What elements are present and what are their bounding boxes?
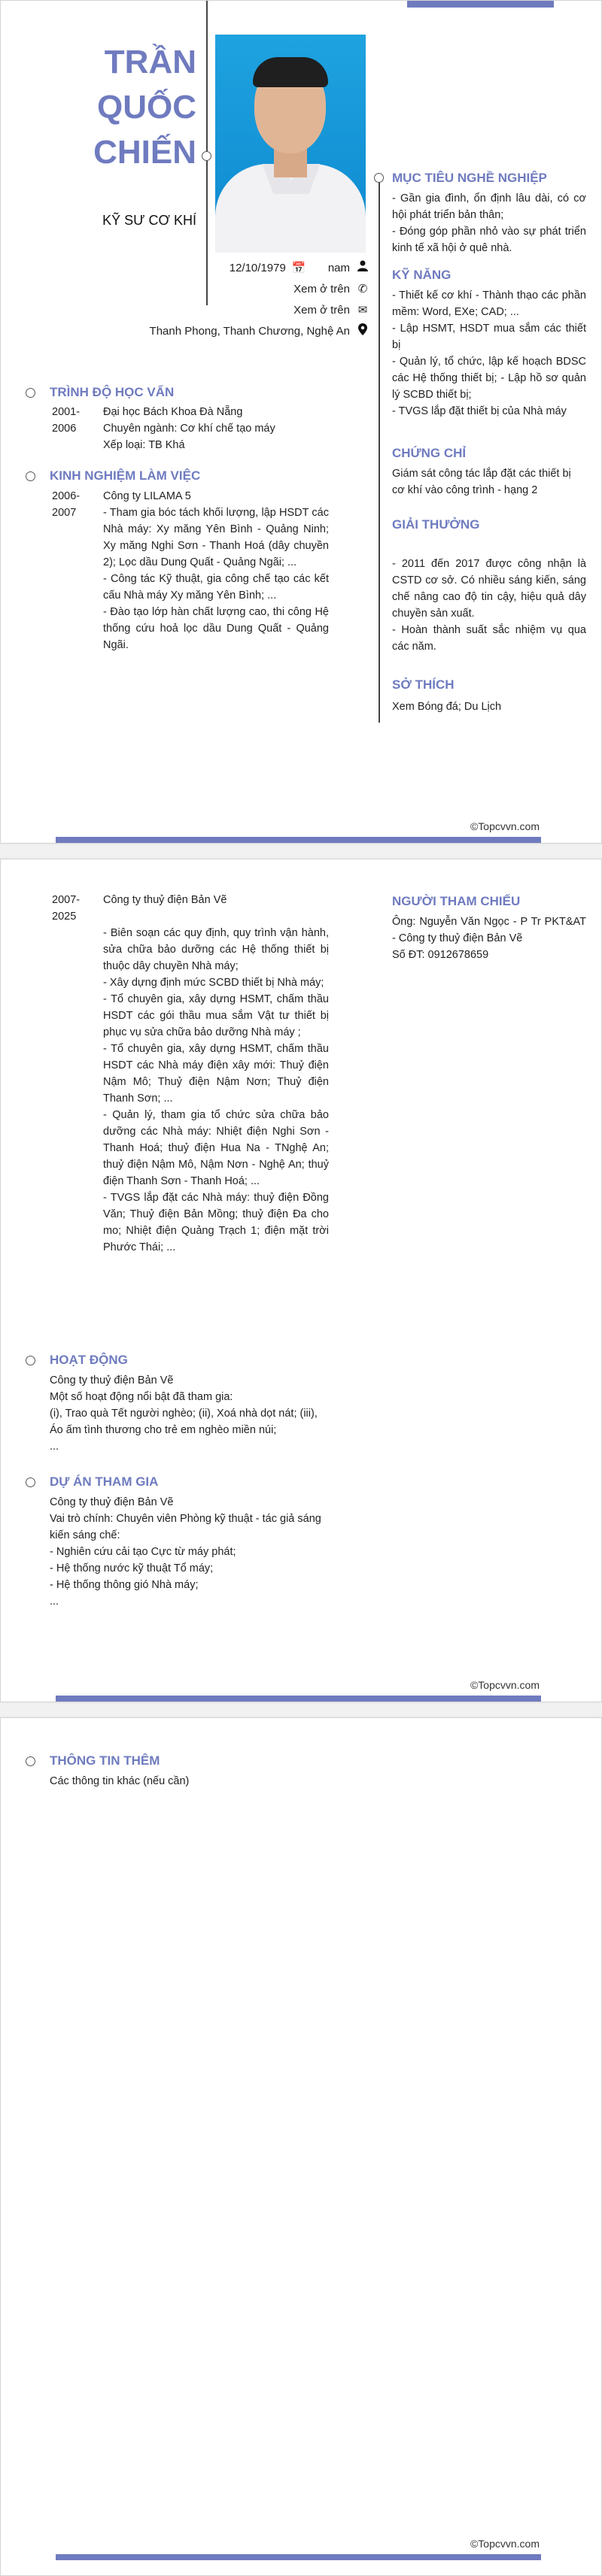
references-title: NGƯỜI THAM CHIẾU — [392, 894, 521, 908]
calendar-icon: 📅 — [291, 262, 306, 274]
experience-text: Công ty LILAMA 5 - Tham gia bóc tách khối lượng, lập HSDT các Nhà máy: Xy măng Yên Bình - Quảng Ninh; Xy măng Nghi Sơn - Thanh Hoá (dây chuyền 2); Lọc dầu Dung Quất - Quảng Ngãi; ... - Công tác Kỹ thuật, gia công chế tạo các kết cấu Nhà máy Xy măng Yên Bình; ... - Đào tạo lớp hàn chất lượng cao, thi công Hệ thống cứu hoả lọc dầu Dung Quất - Quảng Ngãi. — [103, 490, 329, 651]
right-column-line — [379, 174, 380, 723]
certificates-title: CHỨNG CHỈ — [392, 446, 467, 460]
envelope-icon: ✉ — [357, 304, 368, 317]
education-title: TRÌNH ĐỘ HỌC VẤN — [50, 385, 175, 399]
contact-phone — [144, 281, 369, 298]
activities-text: Công ty thuỷ điện Bản Vẽ Một số hoạt động nổi bật đã tham gia: (i), Trao quà Tết người nghèo; (ii), Xoá nhà dọt nát; (iii), Áo ấm tình thương cho trẻ em nghèo miền núi; ... — [50, 1374, 318, 1453]
footer-brand: ©Topcvvn.com — [470, 1679, 540, 1691]
education-entry — [52, 404, 329, 453]
cv-page-3 — [0, 1717, 602, 2576]
experience-entry — [52, 488, 329, 653]
education-text: Đại học Bách Khoa Đà Nẵng Chuyên ngành: Cơ khí chế tạo máy Xếp loại: TB Khá — [103, 406, 275, 451]
timeline-dot — [26, 471, 35, 481]
name-line: TRẦN — [104, 44, 196, 80]
projects-title: DỰ ÁN THAM GIA — [50, 1474, 159, 1489]
top-accent-bar — [407, 1, 554, 8]
awards-text: - 2011 đến 2017 được công nhận là CSTD cơ sở. Có nhiều sáng kiến, sáng chế nâng cao độ tin cậy, hiệu quả dây chuyền sản xuất. - Hoàn thành suất sắc nhiệm vụ qua các năm. — [392, 558, 586, 653]
phone-text[interactable]: Xem ở trên — [293, 283, 350, 295]
profile-photo — [215, 35, 366, 253]
footer-brand: ©Topcvvn.com — [470, 820, 540, 832]
additional-title: THÔNG TIN THÊM — [50, 1753, 160, 1768]
candidate-name — [68, 40, 196, 175]
footer-accent-bar — [56, 2554, 541, 2560]
awards-title: GIẢI THƯỞNG — [392, 517, 480, 532]
objective-title: MỤC TIÊU NGHỀ NGHIỆP — [392, 171, 547, 185]
experience-content — [103, 892, 329, 1256]
footer-brand: ©Topcvvn.com — [470, 2538, 540, 2550]
timeline-dot — [26, 1756, 35, 1766]
certificates-text: Giám sát công tác lắp đặt các thiết bị cơ khí vào công trình - hạng 2 — [392, 468, 571, 496]
hobbies-title: SỞ THÍCH — [392, 677, 455, 692]
cv-page-2 — [0, 859, 602, 1702]
location-pin-icon — [356, 323, 369, 341]
experience-date: 2007- 2025 — [52, 894, 81, 923]
skills-title: KỸ NĂNG — [392, 268, 451, 282]
contact-address — [144, 323, 369, 341]
address-text: Thanh Phong, Thanh Chương, Nghệ An — [149, 325, 350, 338]
person-icon — [356, 260, 369, 277]
experience-title: KINH NGHIỆM LÀM VIỆC — [50, 468, 201, 483]
experience-text: - Biên soạn các quy định, quy trình vận hành, sửa chữa bảo dưỡng các Hệ thống thiết bị thuộc dây chuyền Nhà máy; - Xây dựng định mức SCBD thiết bị Nhà máy; - Tổ chuyên gia, xây dựng HSMT, chấm thầu HSDT các gói thầu mua sắm Vật tư thiết bị phục vụ sửa chữa bảo dưỡng Nhà máy ; - Tổ chuyên gia, xây dựng HSMT, chấm thầu HSDT các Nhà máy điện xây mới: Thuỷ điện Nậm Mô; Thuỷ điện Nậm Nơn; Thuỷ điện Thanh Sơn; ... - Quản lý, tham gia tổ chức sửa chữa bảo dưỡng các Nhà máy: Nhiệt điện Nghi Sơn - Thanh Hoá; thuỷ điện Hua Na - TNghệ An; thuỷ điện Nậm Mô, Nậm Nơn - Nghệ An; thuỷ điện Thanh Sơn - Thanh Hoá; ... - TVGS lắp đặt các Nhà máy: thuỷ điện Đồng Văn; Thuỷ điện Bản Mồng; thuỷ điện Đa cho mo; Nhiệt điện Quảng Trạch 1; điện mặt trời Phước Thái; ... — [103, 927, 329, 1253]
timeline-dot — [26, 388, 35, 398]
projects-text: Công ty thuỷ điện Bản Vẽ Vai trò chính: Chuyên viên Phòng kỹ thuật - tác giả sáng kiến sáng chế: - Nghiên cứu cải tạo Cực từ máy phát; - Hệ thống nước kỹ thuật Tổ máy; - Hệ thống thông gió Nhà máy; ... — [50, 1496, 321, 1608]
objective-text: - Gần gia đình, ổn định lâu dài, có cơ hội phát triển bản thân; - Đóng góp phần nhỏ vào sự phát triển kinh tế xã hội ở quê nhà. — [392, 192, 586, 254]
phone-icon: ✆ — [357, 283, 368, 295]
timeline-dot — [26, 1477, 35, 1487]
additional-text: Các thông tin khác (nếu cần) — [50, 1775, 190, 1787]
activities-title: HOẠT ĐỘNG — [50, 1353, 128, 1367]
email-text[interactable]: Xem ở trên — [293, 304, 350, 317]
contact-birthday-gender — [144, 260, 369, 277]
hobbies-text: Xem Bóng đá; Du Lịch — [392, 701, 502, 713]
education-date: 2001- 2006 — [52, 406, 81, 435]
references-text: Ông: Nguyễn Văn Ngọc - P Tr PKT&AT - Công ty thuỷ điện Bản Vẽ Số ĐT: 0912678659 — [392, 916, 586, 961]
experience-entry — [52, 892, 329, 1256]
footer-accent-bar — [56, 837, 541, 843]
cv-page-1 — [0, 0, 602, 844]
timeline-dot — [374, 173, 384, 183]
footer-accent-bar — [56, 1696, 541, 1702]
contact-email — [144, 302, 369, 319]
timeline-dot — [202, 151, 211, 161]
birthday-text: 12/10/1979 — [229, 262, 286, 274]
name-line: CHIẾN — [93, 134, 196, 171]
skills-text: - Thiết kế cơ khí - Thành thạo các phần mềm: Word, EXe; CAD; ... - Lập HSMT, HSDT mua sắm các thiết bị - Quản lý, tổ chức, lập kế hoạch BDSC các Hệ thống thiết bị; - Lập hồ sơ quản lý SCBD thiết bị; - TVGS lắp đặt thiết bị của Nhà máy — [392, 289, 586, 417]
gender-text: nam — [327, 262, 350, 274]
name-line: QUỐC — [97, 89, 196, 126]
timeline-dot — [26, 1356, 35, 1365]
experience-date: 2006- 2007 — [52, 490, 81, 519]
experience-company: Công ty thuỷ điện Bản Vẽ — [103, 894, 227, 906]
job-title: KỸ SƯ CƠ KHÍ — [102, 213, 196, 228]
